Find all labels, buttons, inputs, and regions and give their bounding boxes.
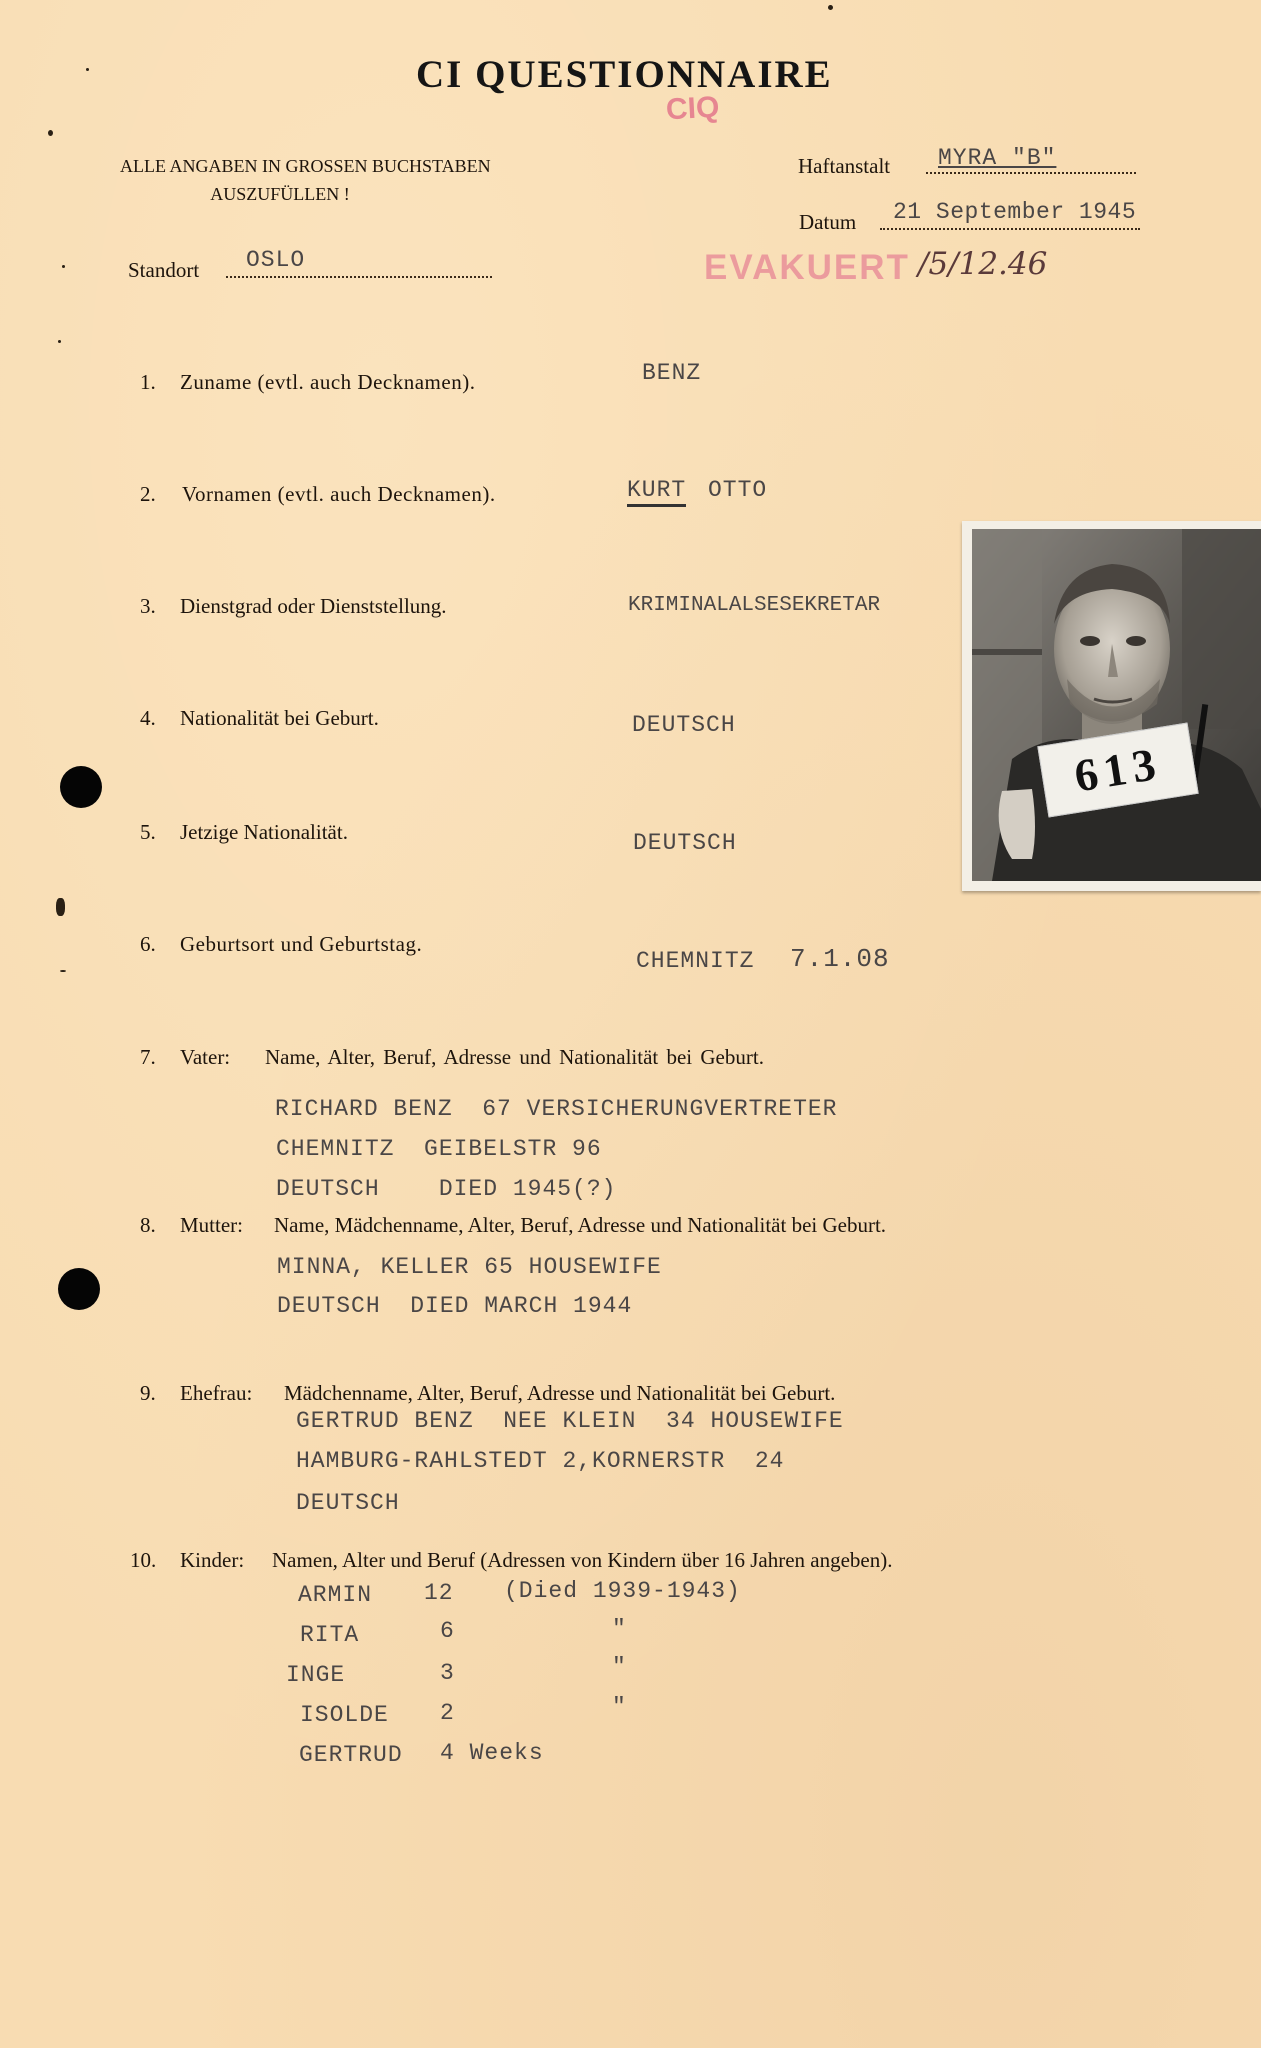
child-name: GERTRUD <box>299 1742 403 1768</box>
child-note: " <box>612 1694 627 1720</box>
answer-vorname-underlined: KURT <box>627 478 686 507</box>
child-name: INGE <box>286 1662 346 1688</box>
haftanstalt-label: Haftanstalt <box>798 154 891 178</box>
instructions <box>120 152 491 208</box>
margin-mark <box>86 68 89 71</box>
standort-dotted-line <box>226 276 492 278</box>
haftanstalt-value: MYRA "B" <box>938 145 1057 171</box>
question-number: 2. <box>140 482 156 506</box>
answer-vorname: OTTO <box>708 477 768 503</box>
margin-mark <box>56 898 65 916</box>
instructions-line-2: AUSZUFÜLLEN ! <box>210 184 350 204</box>
child-age: 4 Weeks <box>440 1740 544 1766</box>
margin-mark <box>62 265 65 268</box>
question-label: Vornamen (evtl. auch Decknamen). <box>182 482 496 506</box>
ehefrau-line-3: DEUTSCH <box>296 1490 400 1516</box>
margin-mark <box>828 5 833 10</box>
child-name: RITA <box>300 1622 360 1648</box>
number-board-text: 613 <box>1070 737 1165 802</box>
punch-hole-lower <box>58 1268 100 1310</box>
standort-label: Standort <box>128 258 200 282</box>
question-number: 7. <box>140 1045 156 1069</box>
question-label: Name, Mädchenname, Alter, Beruf, Adresse und Nationalität bei Geburt. <box>274 1213 887 1237</box>
punch-hole-upper <box>60 766 102 808</box>
question-label: Zuname (evtl. auch Decknamen). <box>180 370 476 394</box>
portrait-illustration <box>972 529 1261 881</box>
vater-line-1: RICHARD BENZ 67 VERSICHERUNGVERTRETER <box>275 1096 838 1122</box>
margin-mark <box>60 970 66 972</box>
photo-image <box>972 529 1261 881</box>
answer-jetzige-nationalitaet: DEUTSCH <box>633 830 737 856</box>
margin-mark <box>58 340 61 343</box>
answer-nationalitaet-geburt: DEUTSCH <box>632 712 736 738</box>
child-name: ISOLDE <box>300 1702 389 1728</box>
question-label: Dienstgrad oder Dienststellung. <box>180 594 447 618</box>
instructions-line-1: ALLE ANGABEN IN GROSSEN BUCHSTABEN <box>120 156 491 176</box>
question-label: Nationalität bei Geburt. <box>180 706 379 730</box>
question-number: 5. <box>140 820 156 844</box>
answer-geburtsort: CHEMNITZ <box>636 948 755 974</box>
question-prefix: Ehefrau: <box>180 1381 253 1405</box>
child-age: 6 <box>440 1618 455 1644</box>
question-number: 8. <box>140 1213 156 1237</box>
datum-dotted-line <box>880 228 1140 230</box>
question-label: Mädchenname, Alter, Beruf, Adresse und Nationalität bei Geburt. <box>284 1381 836 1405</box>
prisoner-photo <box>962 521 1261 891</box>
mutter-line-1: MINNA, KELLER 65 HOUSEWIFE <box>277 1254 662 1280</box>
question-prefix: Vater: <box>180 1045 231 1069</box>
question-number: 9. <box>140 1381 156 1405</box>
evakuert-stamp: EVAKUERT <box>704 248 910 287</box>
question-number: 1. <box>140 370 156 394</box>
vater-line-3: DEUTSCH DIED 1945(?) <box>276 1176 617 1202</box>
ciq-stamp: CIQ <box>665 90 721 127</box>
question-label: Namen, Alter und Beruf (Adressen von Kindern über 16 Jahren angeben). <box>272 1548 893 1572</box>
answer-geburtstag: 7.1.08 <box>790 944 890 974</box>
datum-value: 21 September 1945 <box>893 199 1137 225</box>
standort-value: OSLO <box>246 247 306 273</box>
question-label: Name, Alter, Beruf, Adresse und Nationalität bei Geburt. <box>265 1045 764 1069</box>
vater-line-2: CHEMNITZ GEIBELSTR 96 <box>276 1136 602 1162</box>
datum-label: Datum <box>799 210 857 234</box>
child-note: (Died 1939-1943) <box>504 1578 741 1604</box>
question-number: 10. <box>130 1548 157 1572</box>
haftanstalt-dotted-line <box>926 172 1136 174</box>
ehefrau-line-1: GERTRUD BENZ NEE KLEIN 34 HOUSEWIFE <box>296 1408 844 1434</box>
child-age: 2 <box>440 1700 455 1726</box>
question-number: 6. <box>140 932 156 956</box>
question-label: Geburtsort und Geburtstag. <box>180 932 423 956</box>
mutter-line-2: DEUTSCH DIED MARCH 1944 <box>277 1293 633 1319</box>
child-age: 12 <box>424 1580 454 1606</box>
child-note: " <box>612 1616 627 1642</box>
child-note: " <box>612 1654 627 1680</box>
question-number: 4. <box>140 706 156 730</box>
answer-zuname: BENZ <box>642 360 702 386</box>
evakuert-handwritten-date: /5/12.46 <box>918 246 1048 282</box>
margin-mark <box>48 130 53 136</box>
answer-dienstgrad: KRIMINALALSESEKRETAR <box>628 594 881 617</box>
question-prefix: Mutter: <box>180 1213 243 1237</box>
question-label: Jetzige Nationalität. <box>180 820 348 844</box>
question-prefix: Kinder: <box>180 1548 245 1572</box>
document-title: CI QUESTIONNAIRE <box>416 53 833 96</box>
ehefrau-line-2: HAMBURG-RAHLSTEDT 2,KORNERSTR 24 <box>296 1448 785 1474</box>
question-number: 3. <box>140 594 156 618</box>
child-age: 3 <box>440 1660 455 1686</box>
child-name: ARMIN <box>298 1582 373 1608</box>
